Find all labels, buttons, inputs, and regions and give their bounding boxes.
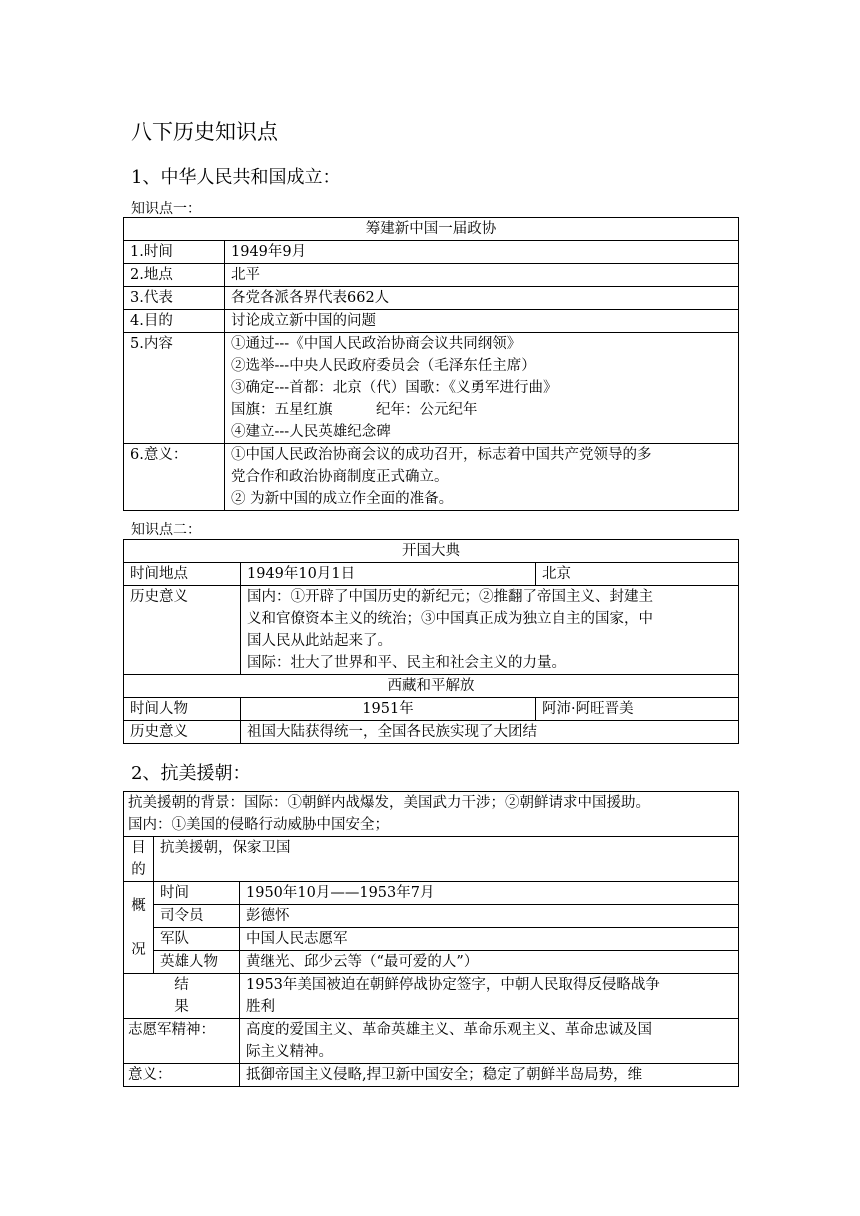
row-key: 英雄人物 bbox=[154, 951, 240, 974]
row-value: 1949年9月 bbox=[225, 241, 739, 264]
row-value: 北平 bbox=[225, 264, 739, 287]
row-value bbox=[225, 444, 739, 511]
row-value: 黄继光、邱少云等（“最可爱的人”） bbox=[240, 951, 739, 974]
table-row bbox=[124, 928, 739, 951]
row-key: 意义： bbox=[124, 1064, 240, 1087]
row-key: 时间人物 bbox=[124, 698, 241, 721]
table-row bbox=[124, 563, 739, 586]
text-line: 况 bbox=[131, 941, 146, 958]
table-founding-ceremony bbox=[123, 539, 739, 744]
text-line: 胜利 bbox=[246, 999, 275, 1015]
text-line: 的 bbox=[131, 862, 146, 878]
row-key: 5.内容 bbox=[124, 333, 225, 444]
table-header: 筹建新中国一届政协 bbox=[124, 218, 739, 241]
text-line: 果 bbox=[174, 999, 189, 1015]
text-line: ④建立---人民英雄纪念碑 bbox=[231, 424, 391, 440]
text-line: 国内：①开辟了中国历史的新纪元；②推翻了帝国主义、封建主 bbox=[247, 589, 653, 605]
text-line: 高度的爱国主义、革命英雄主义、革命乐观主义、革命忠诚及国 bbox=[246, 1022, 652, 1038]
page-title: 八下历史知识点 bbox=[131, 120, 278, 144]
text-line: ①通过---《中国人民政治协商会议共同纲领》 bbox=[231, 336, 522, 352]
row-key: 历史意义 bbox=[124, 721, 241, 744]
kp2-label: 知识点二： bbox=[131, 522, 201, 538]
row-value: 抵御帝国主义侵略,捍卫新中国安全；稳定了朝鲜半岛局势，维 bbox=[240, 1064, 739, 1087]
table-row bbox=[124, 1019, 739, 1064]
text-line: 结 bbox=[174, 977, 189, 993]
row-key: 2.地点 bbox=[124, 264, 225, 287]
row-key bbox=[124, 837, 154, 882]
table-row bbox=[124, 837, 739, 882]
section2-heading: 2、抗美援朝： bbox=[131, 763, 251, 784]
table-first-cppcc bbox=[123, 217, 739, 511]
text-line: 党合作和政治协商制度正式确立。 bbox=[231, 469, 449, 485]
table-row bbox=[124, 792, 739, 837]
table-row bbox=[124, 241, 739, 264]
text-line: ①中国人民政治协商会议的成功召开，标志着中国共产党领导的多 bbox=[231, 447, 652, 463]
table-row bbox=[124, 698, 739, 721]
row-value: 祖国大陆获得统一，全国各民族实现了大团结 bbox=[241, 721, 739, 744]
table-row bbox=[124, 264, 739, 287]
row-key bbox=[124, 974, 240, 1019]
text-line: 1953年美国被迫在朝鲜停战协定签字，中朝人民取得反侵略战争 bbox=[246, 977, 660, 993]
row-key: 时间地点 bbox=[124, 563, 241, 586]
text-line: 国际：壮大了世界和平、民主和社会主义的力量。 bbox=[247, 655, 566, 671]
row-key: 时间 bbox=[154, 882, 240, 905]
table-row bbox=[124, 586, 739, 675]
text-line: 义和官僚资本主义的统治；③中国真正成为独立自主的国家，中 bbox=[247, 611, 653, 627]
row-value: 讨论成立新中国的问题 bbox=[225, 310, 739, 333]
table-row bbox=[124, 974, 739, 1019]
text-line: 际主义精神。 bbox=[246, 1044, 333, 1060]
kp1-label: 知识点一： bbox=[131, 201, 201, 217]
text-line: ②选举---中央人民政府委员会（毛泽东任主席） bbox=[231, 358, 536, 374]
row-value bbox=[241, 586, 739, 675]
row-value: 1951年 bbox=[241, 698, 536, 721]
table-row bbox=[124, 1064, 739, 1087]
row-value bbox=[240, 1019, 739, 1064]
row-key: 4.目的 bbox=[124, 310, 225, 333]
row-value: 中国人民志愿军 bbox=[240, 928, 739, 951]
text-line: 目 bbox=[131, 840, 146, 856]
table-row bbox=[124, 905, 739, 928]
row-key bbox=[124, 882, 154, 974]
text-line: ② 为新中国的成立作全面的准备。 bbox=[231, 491, 454, 507]
table-header: 西藏和平解放 bbox=[124, 675, 739, 698]
text-line: 国旗：五星红旗 纪年：公元纪年 bbox=[231, 402, 478, 418]
background-cell bbox=[124, 792, 739, 837]
table-row bbox=[124, 287, 739, 310]
row-value: 抗美援朝，保家卫国 bbox=[154, 837, 739, 882]
section1-heading: 1、中华人民共和国成立： bbox=[131, 167, 341, 188]
row-value: 北京 bbox=[536, 563, 739, 586]
row-value bbox=[225, 333, 739, 444]
table-row bbox=[124, 951, 739, 974]
row-value bbox=[240, 974, 739, 1019]
row-value: 彭德怀 bbox=[240, 905, 739, 928]
text-line: 概 bbox=[131, 897, 146, 914]
row-value: 各党各派各界代表662人 bbox=[225, 287, 739, 310]
row-value: 1949年10月1日 bbox=[241, 563, 536, 586]
row-key: 1.时间 bbox=[124, 241, 225, 264]
text-line: ③确定---首都：北京（代）国歌：《义勇军进行曲》 bbox=[231, 380, 558, 396]
row-key: 6.意义： bbox=[124, 444, 225, 511]
table-row bbox=[124, 310, 739, 333]
table-row bbox=[124, 721, 739, 744]
table-row bbox=[124, 444, 739, 511]
row-key: 历史意义 bbox=[124, 586, 241, 675]
text-line: 国人民从此站起来了。 bbox=[247, 633, 392, 649]
table-header: 开国大典 bbox=[124, 540, 739, 563]
text-line: 国内：①美国的侵略行动威胁中国安全； bbox=[128, 817, 389, 833]
text-line: 抗美援朝的背景：国际：①朝鲜内战爆发，美国武力干涉；②朝鲜请求中国援助。 bbox=[128, 795, 650, 811]
row-key: 志愿军精神： bbox=[124, 1019, 240, 1064]
row-key: 3.代表 bbox=[124, 287, 225, 310]
row-key: 军队 bbox=[154, 928, 240, 951]
row-value: 阿沛·阿旺晋美 bbox=[536, 698, 739, 721]
table-row bbox=[124, 333, 739, 444]
table-row bbox=[124, 882, 739, 905]
row-value: 1950年10月——1953年7月 bbox=[240, 882, 739, 905]
table-korean-war bbox=[123, 791, 739, 1087]
row-key: 司令员 bbox=[154, 905, 240, 928]
